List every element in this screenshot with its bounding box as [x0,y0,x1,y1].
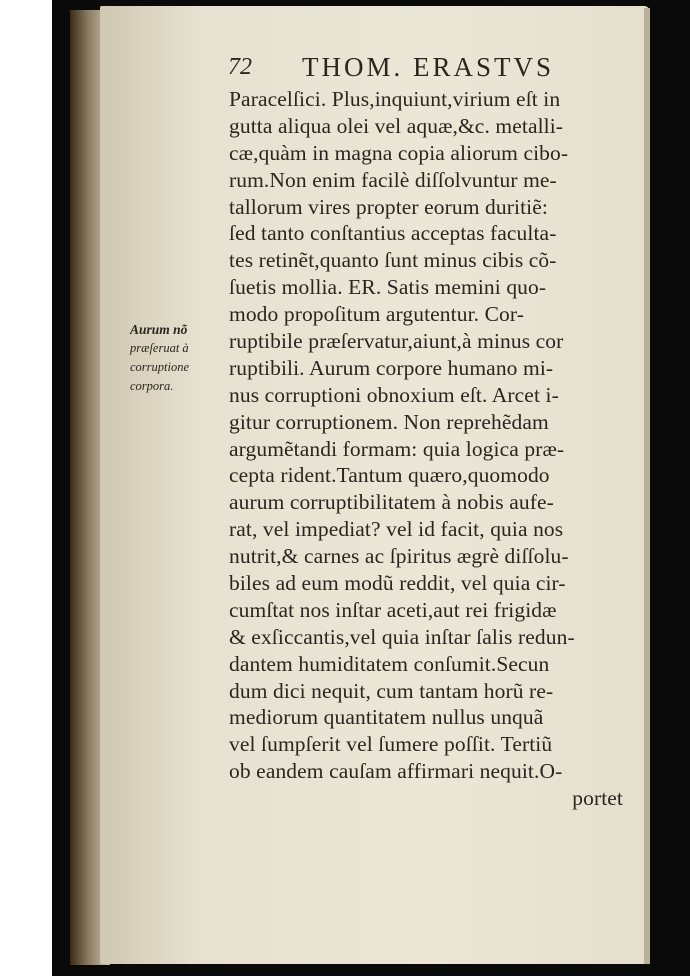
page-header [228,52,628,86]
text-line: nutrit,& carnes ac ſpiritus ægrè diſſolu- [229,544,569,569]
catchword: portet [572,786,623,811]
text-line: dantem humiditatem conſumit.Secun [229,651,550,676]
body-text [229,86,629,812]
text-line: gutta aliqua olei vel aquæ,&c. metalli- [229,113,564,138]
text-line: cepta rident.Tantum quæro,quomodo [229,463,550,488]
text-line: Paracelſici. Plus,inquiunt,virium eſt in [229,87,561,111]
text-line: ruptibile præſervatur,aiunt,à minus cor [229,329,564,354]
text-line: biles ad eum modũ reddit, vel quia cir- [229,571,566,596]
marginal-note [130,320,230,396]
page-edge [644,8,650,964]
text-line: rat, vel impediat? vel id facit, quia nos [229,517,564,542]
marginal-note-line: Aurum nõ [130,322,188,337]
marginal-note-line: corpora. [130,379,174,393]
text-line: aurum corruptibilitatem à nobis aufe- [229,490,554,515]
text-line: ob eandem cauſam affirmari nequit.O- [229,759,563,784]
text-line: modo propoſitum argutentur. Cor- [229,302,524,327]
text-line: rum.Non enim facilè diſſolvuntur me- [229,167,557,192]
page-number: 72 [228,54,252,80]
text-line: nus corruptioni obnoxium eſt. Arcet i- [229,382,559,407]
text-line: cæ,quàm in magna copia aliorum cibo- [229,140,569,165]
text-line: ſuetis mollia. ER. Satis memini quo- [229,275,547,300]
running-title: THOM. ERASTVS [302,52,555,82]
text-line: mediorum quantitatem nullus unquã [229,705,544,730]
text-line: tallorum vires propter eorum duritiẽ: [229,194,548,219]
text-line: ruptibili. Aurum corpore humano mi- [229,355,554,380]
text-line: & exſiccantis,vel quia inſtar ſalis redun- [229,624,575,649]
text-line: cumſtat nos inſtar aceti,aut rei frigidæ [229,597,557,622]
text-line: tes retinẽt,quanto ſunt minus cibis cõ- [229,248,557,273]
marginal-note-line: corruptione [130,360,190,374]
text-line: ſed tanto conſtantius acceptas faculta- [229,221,557,246]
text-line: dum dici nequit, cum tantam horũ re- [229,678,554,703]
text-line: vel ſumpſerit vel ſumere poſſit. Tertiũ [229,732,553,757]
text-line: argumẽtandi formam: quia logica præ- [229,436,565,461]
text-line: gitur corruptionem. Non reprehẽdam [229,409,549,434]
marginal-note-line: præſeruat à [130,341,189,355]
